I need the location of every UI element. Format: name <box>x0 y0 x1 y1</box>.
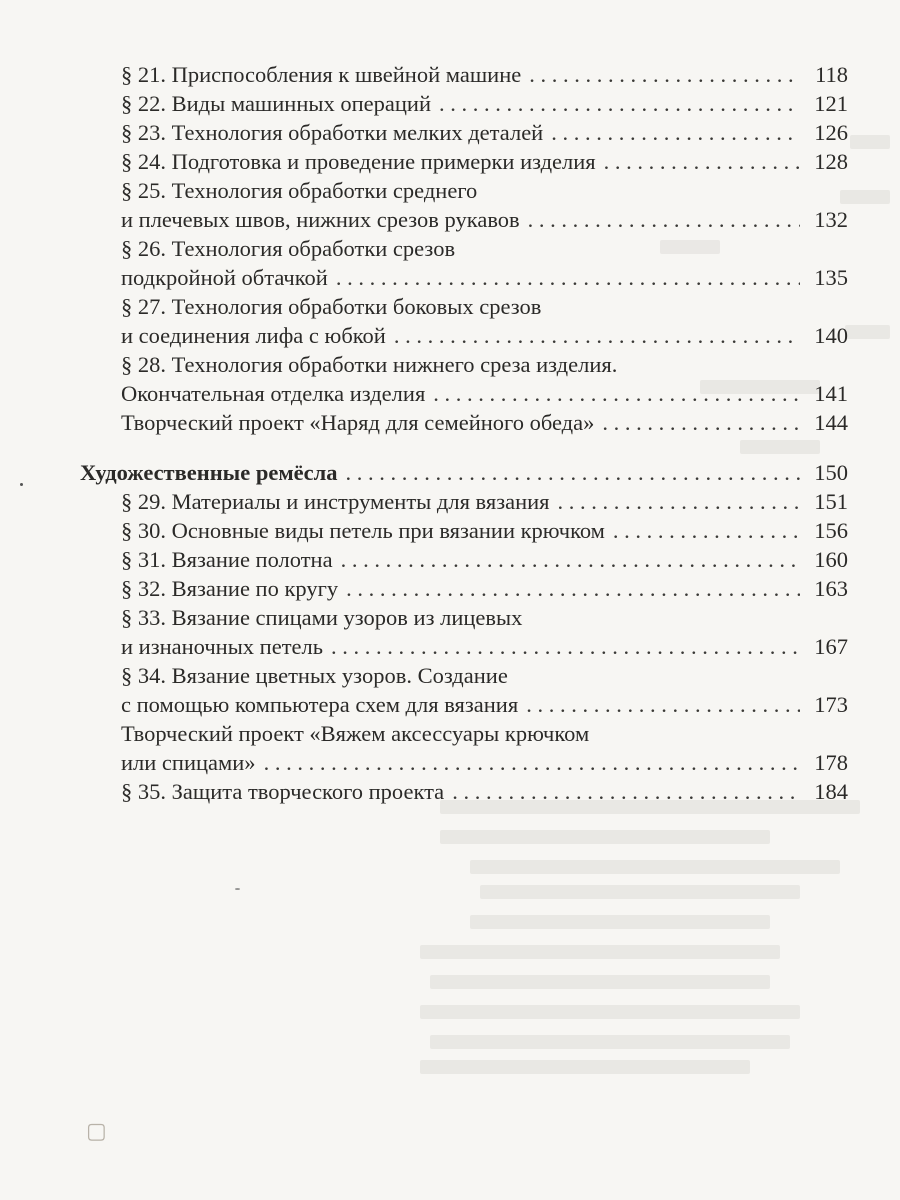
dot-leader <box>346 458 800 487</box>
entry-title: § 21. Приспособления к швейной машине <box>121 62 522 87</box>
toc-entry[interactable] <box>80 408 848 437</box>
dot-leader <box>604 147 800 176</box>
toc-entry[interactable] <box>80 147 848 176</box>
entry-title-line1: Творческий проект «Вяжем аксессуары крючком <box>121 721 590 746</box>
entry-title-line1: § 26. Технология обработки срезов <box>121 236 456 261</box>
page-number: 135 <box>814 265 848 290</box>
entry-title: § 30. Основные виды петель при вязании крючком <box>121 518 605 543</box>
entry-title-line1: § 34. Вязание цветных узоров. Создание <box>121 663 508 688</box>
entry-title: Творческий проект «Наряд для семейного обеда» <box>121 410 595 435</box>
dot-leader <box>602 408 800 437</box>
dot-leader <box>558 487 800 516</box>
dot-leader <box>331 632 800 661</box>
page-number: 144 <box>814 410 848 435</box>
dot-leader <box>439 89 800 118</box>
toc-entry[interactable] <box>80 89 848 118</box>
toc-entry-multiline[interactable] <box>80 719 848 777</box>
dot-leader <box>526 690 800 719</box>
entry-title-line1: § 33. Вязание спицами узоров из лицевых <box>121 605 523 630</box>
entry-title: § 32. Вязание по кругу <box>121 576 339 601</box>
section-gap <box>80 437 848 458</box>
paper-speck <box>20 483 23 486</box>
show-through-page-number: ▢ <box>86 1118 107 1143</box>
toc-section-heading[interactable] <box>80 458 848 487</box>
page-number: 118 <box>815 62 848 87</box>
entry-title: или спицами» <box>121 750 256 775</box>
toc-entry[interactable] <box>80 487 848 516</box>
entry-title: с помощью компьютера схем для вязания <box>121 692 519 717</box>
dot-leader <box>452 777 800 806</box>
page-number: 121 <box>814 91 848 116</box>
dot-leader <box>264 748 800 777</box>
entry-title: § 31. Вязание полотна <box>121 547 333 572</box>
toc-entry[interactable] <box>80 118 848 147</box>
dot-leader <box>341 545 800 574</box>
dot-leader <box>528 205 800 234</box>
dot-leader <box>529 60 800 89</box>
entry-title: § 29. Материалы и инструменты для вязания <box>121 489 550 514</box>
entry-title: Окончательная отделка изделия <box>121 381 426 406</box>
page-number: 150 <box>814 460 848 485</box>
toc-entry-multiline[interactable] <box>80 292 848 350</box>
page-number: 173 <box>814 692 848 717</box>
section-title: Художественные ремёсла <box>80 460 338 485</box>
toc-entry-multiline[interactable] <box>80 661 848 719</box>
page-number: 151 <box>814 489 848 514</box>
page-number: 184 <box>814 779 848 804</box>
paper-speck <box>235 888 240 890</box>
dot-leader <box>433 379 800 408</box>
toc-entry[interactable] <box>80 777 848 806</box>
toc-entry-multiline[interactable] <box>80 350 848 408</box>
table-of-contents <box>80 60 848 806</box>
toc-entry-multiline[interactable] <box>80 603 848 661</box>
page-number: 132 <box>814 207 848 232</box>
entry-title-line1: § 28. Технология обработки нижнего среза изделия. <box>121 352 618 377</box>
page-number: 126 <box>814 120 848 145</box>
dot-leader <box>613 516 800 545</box>
page-number: 163 <box>814 576 848 601</box>
page-number: 140 <box>814 323 848 348</box>
entry-title: и изнаночных петель <box>121 634 324 659</box>
toc-entry-multiline[interactable] <box>80 176 848 234</box>
entry-title-line1: § 27. Технология обработки боковых срезов <box>121 294 542 319</box>
page-number: 160 <box>814 547 848 572</box>
toc-entry[interactable] <box>80 545 848 574</box>
page-number: 178 <box>814 750 848 775</box>
entry-title-line1: § 25. Технология обработки среднего <box>121 178 478 203</box>
entry-title: § 35. Защита творческого проекта <box>121 779 445 804</box>
entry-title: § 23. Технология обработки мелких деталей <box>121 120 544 145</box>
entry-title: и плечевых швов, нижних срезов рукавов <box>121 207 520 232</box>
toc-entry[interactable] <box>80 516 848 545</box>
entry-title: § 24. Подготовка и проведение примерки изделия <box>121 149 596 174</box>
dot-leader <box>336 263 800 292</box>
entry-title: § 22. Виды машинных операций <box>121 91 432 116</box>
dot-leader <box>551 118 800 147</box>
page-number: 167 <box>814 634 848 659</box>
page-number: 128 <box>814 149 848 174</box>
entry-title: и соединения лифа с юбкой <box>121 323 386 348</box>
dot-leader <box>394 321 800 350</box>
page-number: 141 <box>814 381 848 406</box>
toc-entry[interactable] <box>80 60 848 89</box>
toc-entry-multiline[interactable] <box>80 234 848 292</box>
page-number: 156 <box>814 518 848 543</box>
entry-title: подкройной обтачкой <box>121 265 328 290</box>
toc-entry[interactable] <box>80 574 848 603</box>
dot-leader <box>346 574 800 603</box>
